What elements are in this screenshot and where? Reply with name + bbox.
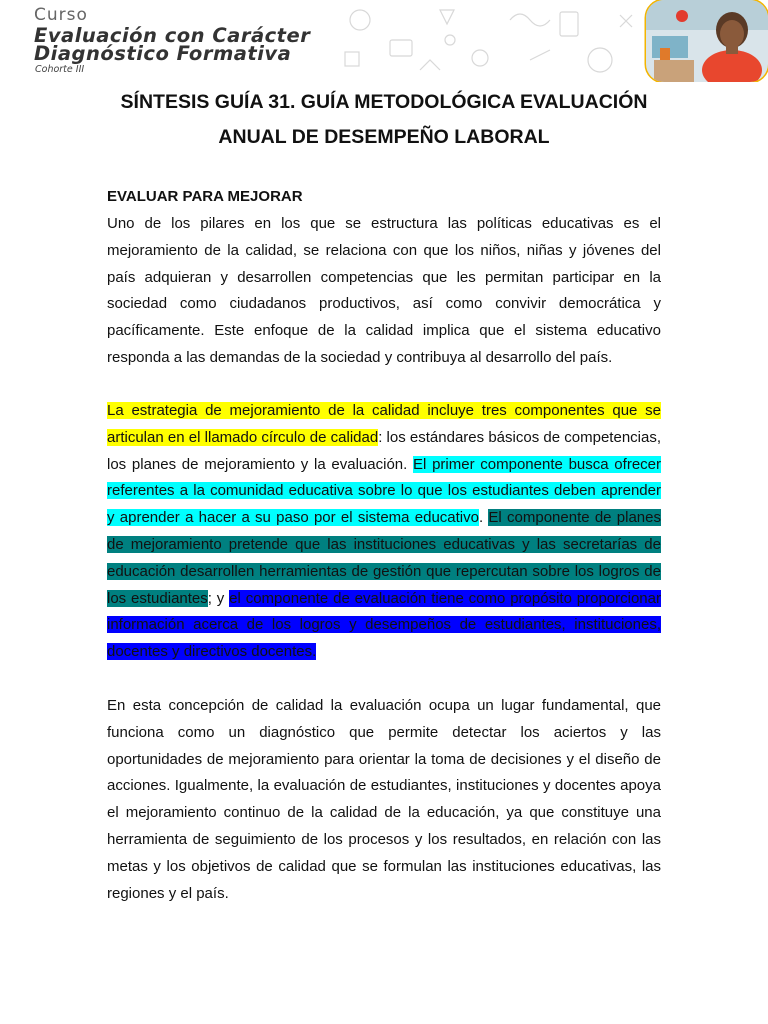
brand-title-line1: Evaluación con Carácter — [34, 24, 311, 47]
highlight-cyan-text: El primer componente busca ofrecer referentes a la comunidad educativa sobre lo que los estudiantes deben aprender y aprender a hacer a su paso por el sistema educativo — [107, 455, 661, 527]
brand-course-label: Curso — [34, 5, 88, 25]
brand-cohort: Cohorte III — [35, 64, 85, 75]
paragraph-1: Uno de los pilares en los que se estructura las políticas educativas es el mejoramiento de la calidad, se relaciona con que los niños, niñas y jóvenes del país adquieran y desarrollen competencias que les permitan participar en la sociedad como ciudadanos productivos, así como convivir democrática y pacíficamente. Este enfoque de la calidad implica que el sistema educativo responda a las demandas de la sociedad y contribuya al desarrollo del país. — [107, 215, 661, 366]
document-title-line2: ANUAL DE DESEMPEÑO LABORAL — [218, 126, 550, 148]
highlight-yellow-text: La estrategia de mejoramiento de la calidad incluye tres componentes que se articulan en el llamado círculo de calidad — [107, 402, 661, 446]
highlight-blue-text: el componente de evaluación tiene como propósito proporcionar información acerca de los logros y desempeños de estudiantes, instituciones, docentes y directivos docentes. — [107, 589, 661, 661]
highlight-teal-text: El componente de planes de mejoramiento pretende que las instituciones educativas y las secretarías de educación desarrollen herramientas de gestión que repercutan sobre los logros de los estudiantes — [107, 509, 661, 607]
header-banner — [0, 0, 768, 82]
document-title-line1: SÍNTESIS GUÍA 31. GUÍA METODOLÓGICA EVALUACIÓN — [120, 91, 648, 113]
plain-text: : los estándares básicos de competencias, los planes de mejoramiento y la evaluación. — [107, 428, 661, 473]
section-heading: EVALUAR PARA MEJORAR — [107, 188, 303, 205]
plain-text: ; y — [207, 589, 230, 607]
brand-title-line2: Diagnóstico Formativa — [34, 42, 292, 65]
paragraph-2 — [107, 398, 661, 666]
teacher-photo — [640, 0, 768, 82]
plain-text: . — [478, 509, 489, 527]
paragraph-3: En esta concepción de calidad la evaluación ocupa un lugar fundamental, que funciona como un diagnóstico que permite detectar los aciertos y las oportunidades de mejoramiento para orientar la toma de decisiones y el diseño de acciones. Igualmente, la evaluación de estudiantes, instituciones y docentes apoya el mejoramiento continuo de la calidad de la educación, ya que constituye una herramienta de seguimiento de los procesos y los resultados, en relación con las metas y los objetivos de calidad que se formulan las instituciones educativas, las regiones y el país. — [107, 697, 661, 902]
